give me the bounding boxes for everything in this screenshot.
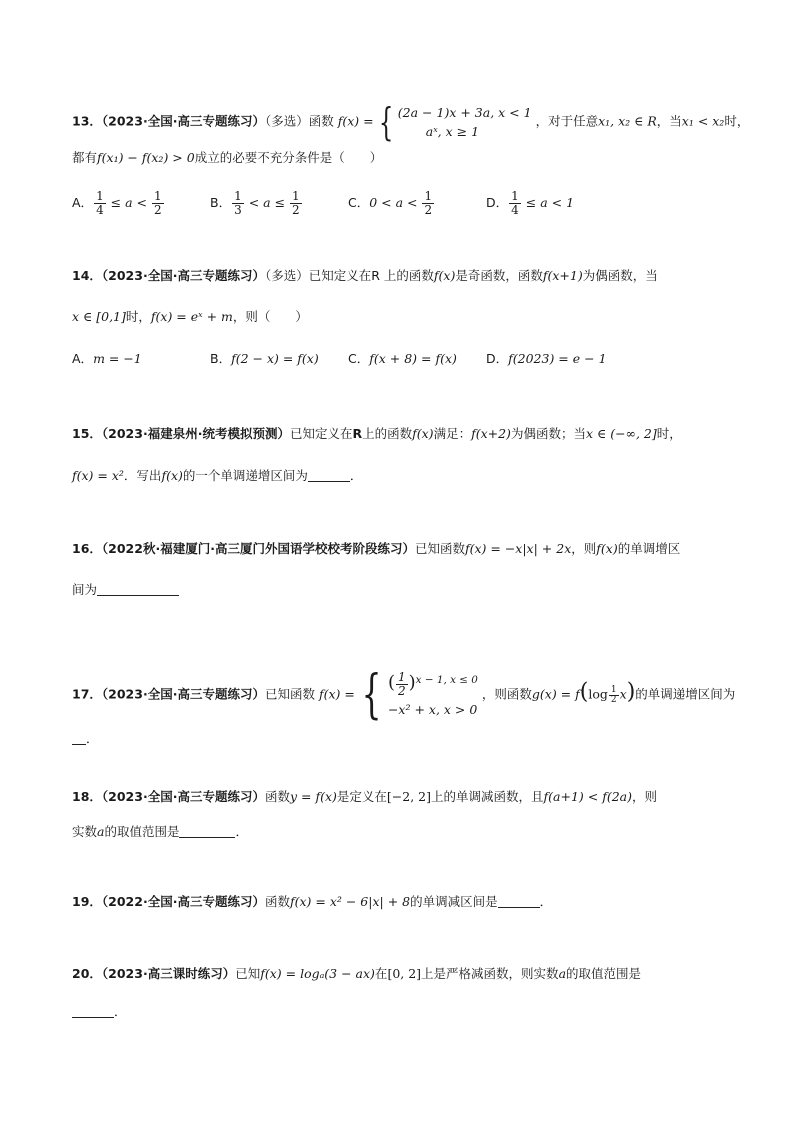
q15-expr: f(x) = x² [72,468,124,483]
q13-case2: aˣ, x ≥ 1 [425,124,480,139]
q19-answer-blank[interactable] [498,893,540,908]
q14-number: 14． [72,268,102,283]
q15-set-r: R [352,426,363,441]
q13-number: 13． [72,113,102,129]
q13-option-d[interactable] [486,190,574,217]
q14-interval: x ∈ [0,1] [72,309,126,324]
q17-answer-blank[interactable] [72,730,86,745]
q20-text: 在 [374,966,388,981]
q16-number: 16． [72,541,102,556]
option-label: C． [348,195,370,210]
frac-den: 2 [424,203,433,217]
fraction [152,190,164,217]
q20-text: 上是严格减函数，则实数 [421,966,559,981]
q17-case2: −x² + x, x > 0 [387,702,478,718]
q18-text: ． [235,824,248,839]
option-expr: f(x + 8) = f(x) [369,351,457,366]
q14-expr: f(x) = eˣ + m [150,309,233,324]
frac-num: 1 [96,189,104,203]
q14-option-b[interactable] [210,349,319,369]
q17-number: 17． [72,686,102,702]
q20-text: 已知 [235,966,261,981]
q13-text: 都有 [72,150,98,165]
frac-den: 4 [511,203,519,217]
q18-text: 实数 [72,824,98,839]
q15-text: ． [349,468,363,483]
option-label: B． [210,195,232,210]
q17-text: ． [86,731,99,746]
q20-interval: [0, 2] [387,966,422,981]
q17-source: （2023·全国·高三专题练习） [101,686,265,702]
q14-option-a[interactable] [72,349,142,369]
q20-text: 的取值范围是 [566,966,642,981]
q14-f2: f(x+1) [542,268,583,283]
q14-text: 已知定义在R 上的函数 [308,268,434,283]
frac-num: 1 [610,684,617,695]
q16-answer-blank[interactable] [97,581,179,596]
q20-line1 [72,964,641,984]
q16-line2 [72,580,179,600]
q16-text: 间为 [72,582,98,597]
q13-line2 [72,148,382,168]
q15-text: 时， [656,426,682,441]
q15-text: 为偶函数；当 [510,426,586,441]
q16-text: ，则 [571,541,597,556]
q15-line1 [72,424,682,444]
q17-paren-left: ( [387,672,395,694]
q16-expr: f(x) = −x|x| + 2x [464,541,572,556]
option-expr: f(2023) = e − 1 [508,351,607,366]
q19-line1 [72,892,552,912]
q15-f: f(x) [161,468,183,483]
q17-text: ，则函数 [481,686,532,702]
q13-cases [398,103,532,141]
q13-case1: (2a − 1)x + 3a, x < 1 [397,105,532,120]
fraction [509,190,521,217]
q15-text: 满足： [433,426,472,441]
q18-answer-blank[interactable] [179,823,235,838]
q20-number: 20． [72,966,102,981]
option-label: D． [486,351,509,366]
q17-case1-tail: x − 1, x ≤ 0 [415,674,478,686]
q19-source: （2022·全国·高三专题练习） [101,894,265,909]
q15-answer-blank[interactable] [308,467,350,482]
q14-f1: f(x) [433,268,456,283]
option-label: A． [72,351,94,366]
q19-expr: f(x) = x² − 6|x| + 8 [289,894,411,909]
frac-num: 1 [154,189,162,203]
q17-case1 [388,668,478,698]
q19-text: 的单调减区间是 [410,894,498,909]
q14-text: 为偶函数，当 [582,268,658,283]
q18-ineq: f(a+1) < f(2a) [543,789,632,804]
q19-number: 19． [72,894,102,909]
q18-text: ，则 [631,789,657,804]
q17-paren-right: ) [626,679,636,705]
q13-text: 时， [724,113,750,129]
frac-num: 1 [292,189,300,203]
fraction [422,190,434,217]
q17-paren-right: ) [408,672,416,694]
q18-number: 18． [72,789,102,804]
frac-den: 3 [234,203,242,217]
option-label: D． [486,195,509,210]
q13-fx: f(x) = [337,113,374,129]
q18-text: 的取值范围是 [104,824,180,839]
option-expr: 0 < a < [369,195,422,210]
fraction [232,190,244,217]
q14-text: ，则（ ） [232,309,308,324]
q16-text: 的单调增区 [617,541,681,556]
option-expr: ≤ a < [106,195,151,210]
q13-option-b[interactable] [210,190,303,217]
q14-text: 时， [125,309,151,324]
fraction [290,190,302,217]
q18-source: （2023·全国·高三专题练习） [101,789,265,804]
q14-option-c[interactable] [348,349,457,369]
q17-line1 [72,665,736,726]
q17-fx: f(x) = [318,686,355,702]
q13-tag: （多选） [264,113,309,129]
q16-line1 [72,539,680,559]
q18-interval: [−2, 2] [386,789,431,804]
q17-text: 已知函数 [264,686,315,702]
q14-line2 [72,307,308,327]
frac-den: 2 [397,684,406,699]
q13-text: 成立的必要不充分条件是（ ） [194,150,383,165]
q17-text: 的单调递增区间为 [635,686,736,702]
q17-log-base [609,686,619,705]
option-expr: f(2 − x) = f(x) [231,351,319,366]
q13-line1 [72,100,750,144]
q20-text: ． [114,1004,127,1019]
frac-num: 1 [424,189,433,203]
option-label: B． [210,351,232,366]
q14-option-d[interactable] [486,349,607,369]
option-label: A． [72,195,94,210]
q18-line1 [72,787,657,807]
q14-text: 是奇函数，函数 [455,268,543,283]
q13-option-a[interactable] [72,190,165,217]
q15-f2: f(x+2) [471,426,511,441]
q15-text: ．写出 [123,468,162,483]
q18-text: 函数 [264,789,290,804]
option-expr: ≤ a < 1 [521,195,575,210]
q14-line1 [72,266,658,286]
q18-text: 上的单调减函数，且 [431,789,544,804]
q13-option-c[interactable] [348,190,435,217]
q16-source: （2022秋·福建厦门·高三厦门外国语学校校考阶段练习） [101,541,415,556]
frac-num: 1 [397,670,406,685]
q17-logvar: x [619,686,627,702]
option-expr: m = −1 [93,351,142,366]
q14-source: （2023·全国·高三专题练习） [101,268,265,283]
q17-log: log [588,686,608,702]
q16-f: f(x) [596,541,618,556]
option-expr: < a ≤ [244,195,290,210]
q14-tag: （多选） [264,268,309,283]
q17-gx: g(x) = f [531,686,580,702]
q20-source: （2023·高三课时练习） [101,966,236,981]
frac-num: 1 [234,189,242,203]
q19-text: ． [539,894,553,909]
q13-text: 函数 [308,113,334,129]
q15-text: 已知定义在 [289,426,353,441]
q16-text: 已知函数 [414,541,465,556]
q15-source: （2023·福建泉州·统考模拟预测） [101,426,290,441]
q13-brace: { [378,100,393,144]
frac-den: 2 [154,203,162,217]
frac-num: 1 [511,189,519,203]
option-label: C． [348,351,370,366]
q13-expr: f(x₁) − f(x₂) > 0 [97,150,195,165]
q20-expr: f(x) = logₐ(3 − ax) [260,966,375,981]
q13-vars: x₁, x₂ ∈ R [598,113,657,129]
q15-number: 15． [72,426,102,441]
frac-den: 2 [610,694,617,705]
q13-text: ，对于任意 [535,113,599,129]
q20-var: a [558,966,567,981]
q18-text: 是定义在 [336,789,387,804]
q17-paren-left: ( [579,679,589,705]
q17-line2 [72,729,99,749]
q15-text: 的一个单调递增区间为 [182,468,308,483]
q15-interval: x ∈ (−∞, 2] [585,426,657,441]
q15-line2 [72,466,362,486]
frac-den: 2 [292,203,300,217]
q19-text: 函数 [264,894,290,909]
q17-brace: { [361,665,382,726]
q15-text: 上的函数 [362,426,413,441]
q13-text: ，当 [656,113,682,129]
q20-answer-blank[interactable] [72,1003,114,1018]
q13-cond: x₁ < x₂ [681,113,725,129]
frac-den: 4 [96,203,104,217]
q20-line2 [72,1002,127,1022]
q13-source: （2023·全国·高三专题练习） [101,113,265,129]
fraction [94,190,106,217]
q18-line2 [72,822,248,842]
q18-var: a [97,824,105,839]
fraction [396,671,408,698]
q18-expr: y = f(x) [289,789,337,804]
q15-f1: f(x) [412,426,434,441]
q17-cases [388,668,478,722]
